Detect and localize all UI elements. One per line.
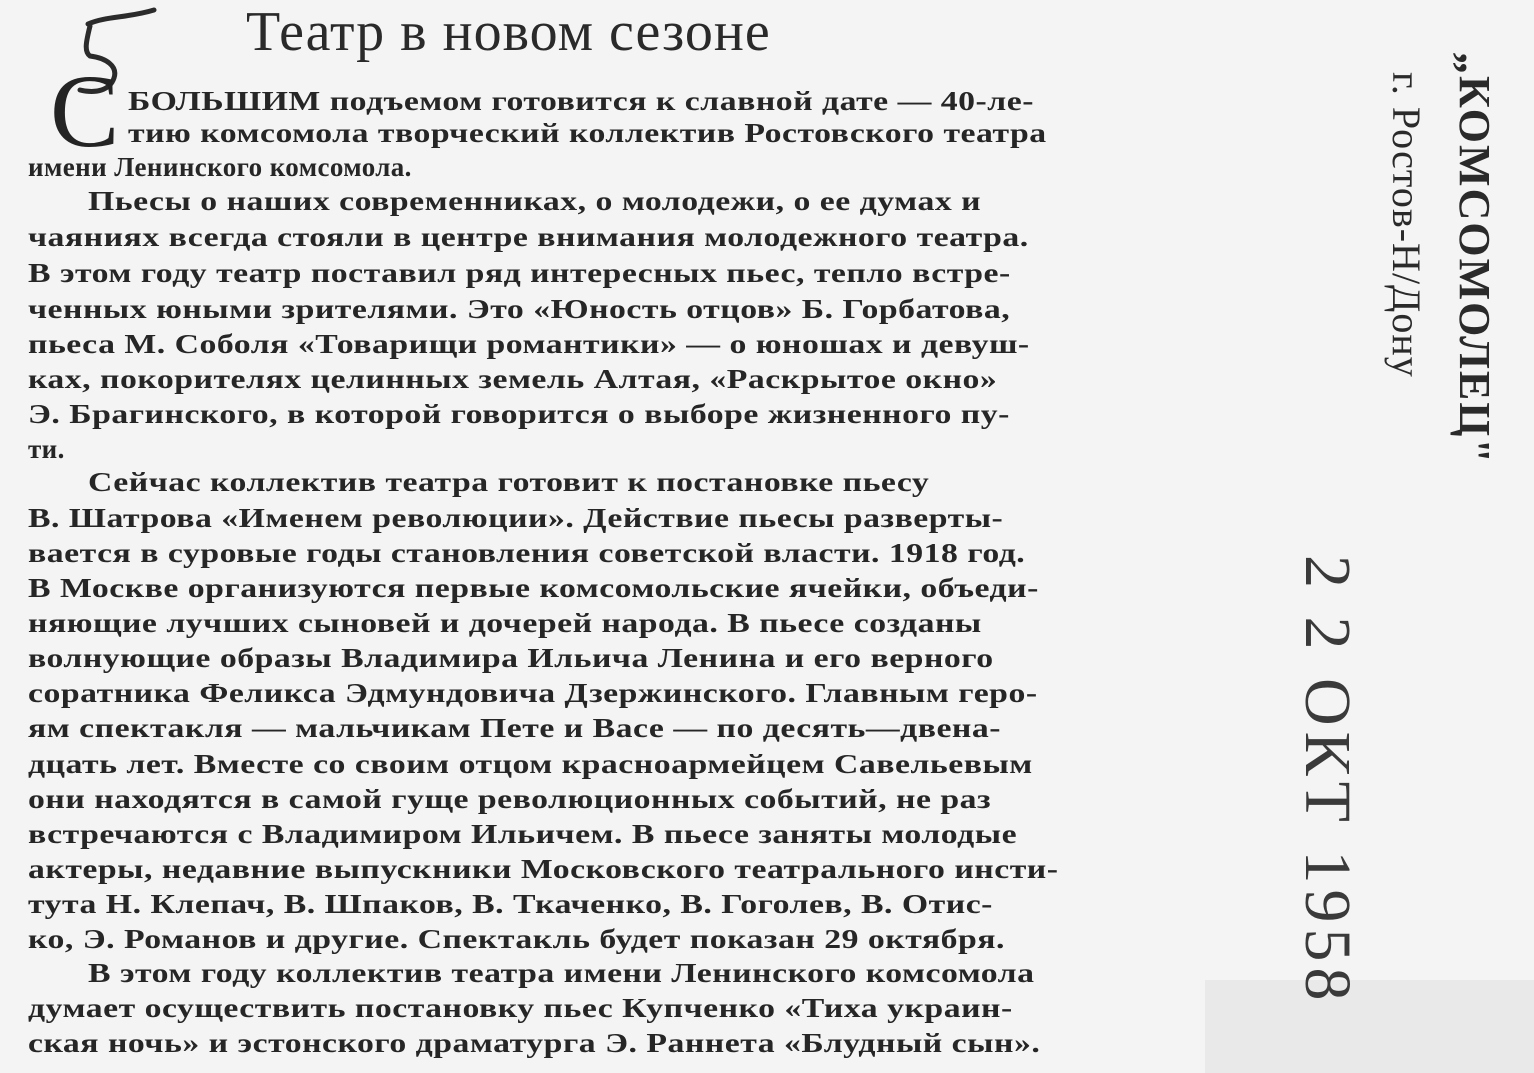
body-line: няющие лучших сыновей и дочерей народа. В пьесе созданы [28,608,982,638]
body-line: вается в суровые годы становления советской власти. 1918 год. [28,538,1026,568]
body-line: они находятся в самой гуще революционных событий, не раз [28,784,992,814]
body-line: Пьесы о наших современниках, о молодежи, о ее думах и [88,186,982,216]
date-stamp: 2 2 ОКТ 1958 [1291,555,1364,1007]
body-line: В Москве организуются первые комсомольские ячейки, объеди- [28,573,1039,603]
body-line: тию комсомола творческий коллектив Ростовского театра [128,118,1047,148]
body-line: Э. Брагинского, в которой говорится о выборе жизненного пу- [28,399,1010,429]
body-line: БОЛЬШИМ подъемом готовится к славной дате — 40-ле- [128,86,1034,116]
body-line: имени Ленинского комсомола. [28,152,412,182]
body-line: ям спектакля — мальчикам Пете и Васе — по десять—двена- [28,713,1002,743]
paper-stub [1205,980,1534,1073]
newspaper-masthead: „КОМСОМОЛЕЦ" [1450,52,1499,465]
body-line: дцать лет. Вместе со своим отцом красноармейцем Савельевым [28,749,1033,779]
body-line: ко, Э. Романов и другие. Спектакль будет показан 29 октября. [28,924,1005,954]
body-line: думает осуществить постановку пьес Купченко «Тиха украин- [28,993,1013,1023]
drop-cap: С [50,54,120,169]
body-line: В. Шатрова «Именем революции». Действие пьесы разверты- [28,503,1004,533]
body-line: соратника Феликса Эдмундовича Дзержинского. Главным геро- [28,678,1038,708]
body-line: пьеса М. Соболя «Товарищи романтики» — о юношах и девуш- [28,329,1030,359]
body-line: чаяниях всегда стояли в центре внимания молодежного театра. [28,222,1029,252]
body-line: тута Н. Клепач, В. Шпаков, В. Ткаченко, В. Гоголев, В. Отис- [28,889,993,919]
body-line: В этом году театр поставил ряд интересных пьес, тепло встре- [28,258,1011,288]
body-line: ти. [28,434,65,464]
body-line: актеры, недавние выпускники Московского театрального инсти- [28,854,1059,884]
body-line: ская ночь» и эстонского драматурга Э. Раннета «Блудный сын». [28,1028,1041,1058]
article-headline: Театр в новом сезоне [246,1,771,63]
body-line: встречаются с Владимиром Ильичем. В пьесе заняты молодые [28,819,1018,849]
body-line: ченных юными зрителями. Это «Юность отцов» Б. Горбатова, [28,294,1011,324]
body-line: ках, покорителях целинных земель Алтая, «Раскрытое окно» [28,364,998,394]
body-line: В этом году коллектив театра имени Ленинского комсомола [88,958,1035,988]
city-stamp: г. Ростов-Н/Дону [1384,72,1429,378]
body-line: волнующие образы Владимира Ильича Ленина и его верного [28,643,994,673]
body-line: Сейчас коллектив театра готовит к постановке пьесу [88,467,930,497]
